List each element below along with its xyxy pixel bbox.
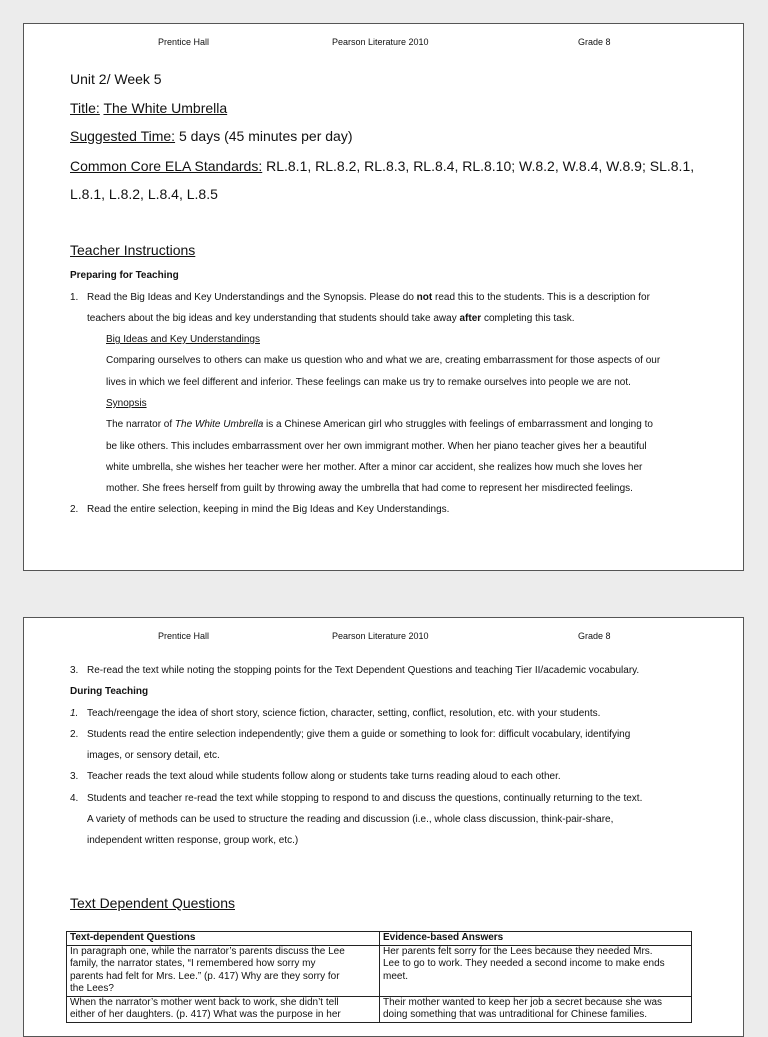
title-label: Title:	[70, 100, 100, 116]
synopsis-text-a: The narrator of	[106, 419, 175, 430]
title-line	[70, 100, 227, 116]
synopsis-line-1	[106, 419, 653, 430]
step1-line-2	[87, 313, 575, 324]
during-item-3-line-1: Teacher reads the text aloud while students follow along or students take turns reading aloud to each other.	[87, 771, 561, 782]
preparing-heading: Preparing for Teaching	[70, 270, 179, 281]
page-header	[24, 37, 743, 51]
cell-line: Their mother wanted to keep her job a secret because she was	[383, 996, 663, 1008]
unit-line: Unit 2/ Week 5	[70, 71, 162, 87]
step1-text-a: Read the Big Ideas and Key Understandings and the Synopsis. Please do	[87, 292, 417, 303]
suggested-time-value: 5 days (45 minutes per day)	[178, 128, 353, 144]
header-series: Pearson Literature 2010	[332, 37, 429, 47]
synopsis-story-title: The White Umbrella	[174, 419, 264, 430]
synopsis-line-2: be like others. This includes embarrassment over her own immigrant mother. When her piano teacher gives her a beautiful	[106, 441, 647, 452]
standards-label: Common Core ELA Standards:	[70, 158, 263, 174]
cell-line: the Lees?	[70, 983, 114, 994]
during-teaching-heading: During Teaching	[70, 686, 149, 697]
header-publisher: Prentice Hall	[158, 631, 210, 641]
suggested-time-line	[70, 128, 352, 144]
big-ideas-line-2: lives in which we feel different and inferior. These feelings can make us try to remake ourselves into people we are not.	[106, 377, 631, 388]
title-value: The White Umbrella	[103, 100, 228, 116]
step-number: 3.	[70, 771, 79, 782]
page-header	[24, 631, 743, 645]
header-series: Pearson Literature 2010	[332, 631, 429, 641]
question-cell	[67, 996, 380, 1022]
header-publisher: Prentice Hall	[158, 37, 210, 47]
cell-line: When the narrator’s mother went back to work, she didn’t tell	[70, 996, 339, 1008]
step-number: 1.	[70, 708, 79, 719]
cell-line: Her parents felt sorry for the Lees because they needed Mrs.	[383, 945, 653, 957]
table-row	[67, 996, 692, 1022]
step-number: 2.	[70, 504, 79, 515]
cell-line: either of her daughters. (p. 417) What was the purpose in her	[70, 1009, 341, 1020]
step1-text-c: read this to the students. This is a description for	[432, 292, 650, 303]
question-cell	[67, 945, 380, 996]
standards-value-1: RL.8.1, RL.8.2, RL.8.3, RL.8.4, RL.8.10; W.8.2, W.8.4, W.8.9; SL.8.1,	[266, 158, 695, 174]
text-dependent-heading: Text Dependent Questions	[70, 895, 235, 911]
during-item-1-line-1: Teach/reengage the idea of short story, science fiction, character, setting, conflict, resolution, etc. with your students.	[87, 708, 601, 719]
step3-text: Re-read the text while noting the stopping points for the Text Dependent Questions and teaching Tier II/academic vocabulary.	[87, 665, 640, 676]
step2-text: Read the entire selection, keeping in mind the Big Ideas and Key Understandings.	[87, 504, 450, 515]
table-header-row	[67, 932, 692, 946]
step1-emphasis-after: after	[459, 313, 482, 324]
synopsis-text-c: is a Chinese American girl who struggles with feelings of embarrassment and longing to	[263, 419, 653, 430]
step1-text-d: teachers about the big ideas and key understanding that students should take away	[87, 313, 460, 324]
answer-cell	[380, 996, 692, 1022]
during-item-4-line-3: independent written response, group work, etc.)	[87, 835, 299, 846]
synopsis-line-4: mother. She frees herself from guilt by throwing away the umbrella that had come to represent her misdirected feelings.	[106, 483, 633, 494]
standards-line-1	[70, 158, 694, 174]
during-item-2-line-1: Students read the entire selection independently; give them a guide or something to look for: difficult vocabulary, identifying	[87, 729, 631, 740]
during-item-4-line-2: A variety of methods can be used to structure the reading and discussion (i.e., whole class discussion, think-pair-share,	[87, 814, 614, 825]
during-item-2-line-2: images, or sensory detail, etc.	[87, 750, 220, 761]
step1-line-1	[87, 292, 650, 303]
cell-line: family, the narrator states, “I remembered how sorry my	[70, 958, 316, 969]
cell-line: meet.	[383, 970, 409, 982]
answer-cell	[380, 945, 692, 996]
document-page-1	[23, 23, 744, 571]
cell-line: Lee to go to work. They needed a second income to make ends	[383, 958, 665, 969]
header-grade: Grade 8	[578, 631, 611, 641]
column-header-answers: Evidence-based Answers	[380, 932, 692, 946]
header-grade: Grade 8	[578, 37, 611, 47]
table-row	[67, 945, 692, 996]
text-dependent-table	[66, 931, 692, 1023]
big-ideas-heading: Big Ideas and Key Understandings	[106, 334, 260, 345]
cell-line: In paragraph one, while the narrator’s parents discuss the Lee	[70, 945, 345, 957]
step1-emphasis-not: not	[416, 292, 433, 303]
cell-line: doing something that was untraditional for Chinese families.	[383, 1009, 648, 1020]
teacher-instructions-heading: Teacher Instructions	[70, 242, 196, 258]
step1-text-f: completing this task.	[481, 313, 575, 324]
document-page-2	[23, 617, 744, 1037]
cell-line: parents had felt for Mrs. Lee.” (p. 417) Why are they sorry for	[70, 970, 340, 982]
suggested-time-label: Suggested Time:	[70, 128, 176, 144]
standards-line-2: L.8.1, L.8.2, L.8.4, L.8.5	[70, 186, 218, 202]
step-number: 1.	[70, 292, 79, 303]
column-header-questions: Text-dependent Questions	[67, 932, 380, 946]
step-number: 2.	[70, 729, 79, 740]
big-ideas-line-1: Comparing ourselves to others can make us question who and what we are, creating embarrassment for those aspects of our	[106, 355, 661, 366]
during-item-4-line-1: Students and teacher re-read the text while stopping to respond to and discuss the questions, continually returning to the text.	[87, 793, 643, 804]
step-number: 3.	[70, 665, 79, 676]
synopsis-line-3: white umbrella, she wishes her teacher were her mother. After a minor car accident, she realizes how much she loves her	[106, 462, 643, 473]
step-number: 4.	[70, 793, 79, 804]
synopsis-heading: Synopsis	[106, 398, 147, 409]
